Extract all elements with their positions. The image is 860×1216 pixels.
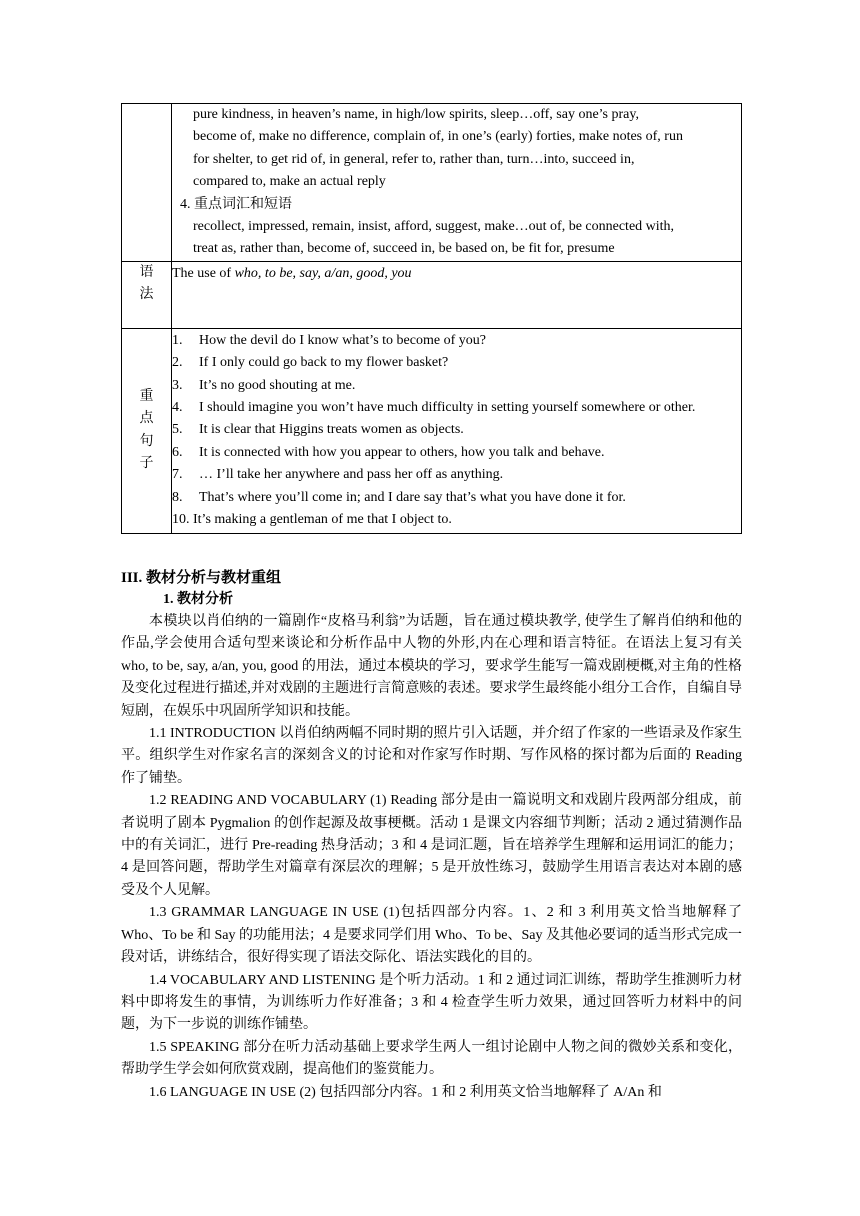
sentences-cell [172, 328, 742, 533]
list-item [172, 397, 741, 419]
list-item [172, 375, 741, 397]
paragraph-reading: 1.2 READING AND VOCABULARY (1) Reading 部分是由一篇说明文和戏剧片段两部分组成，前者说明了剧本 Pygmalion 的创作起源及故事梗概。活动 1 是课文内容细节判断；活动 2 通过猜测作品中的有关词汇，进行 Pre-reading 热身活动；3 和 4 是词汇题，旨在培养学生理解和运用词汇的能力；4 是回答问题，帮助学生对篇章有深层次的理解；5 是开放性练习，鼓励学生用语言表达对本剧的感受及个人见解。 [121, 793, 742, 898]
sentence-text: That’s where you’ll come in; and I dare say that’s what you have done it for. [199, 489, 626, 505]
sentence-number: 1. [172, 332, 183, 348]
list-item [172, 464, 741, 486]
analysis-section [121, 567, 742, 1104]
section-heading: III. 教材分析与教材重组 [121, 570, 282, 586]
sentence-number: 7. [172, 467, 183, 483]
sentences-label-char-3: 句 [139, 433, 154, 449]
sentences-label [122, 328, 172, 533]
list-item: 10. It’s making a gentleman of me that I object to. [172, 512, 452, 528]
phrase-line-1: pure kindness, in heaven’s name, in high/low spirits, sleep…off, say one’s pray, [193, 107, 639, 122]
key-vocab-heading: 4. 重点词汇和短语 [180, 196, 292, 212]
sentence-text: It is clear that Higgins treats women as objects. [199, 422, 464, 438]
grammar-label-char-1: 语 [139, 264, 154, 280]
grammar-prefix: The use of [172, 265, 235, 281]
list-item [172, 487, 741, 509]
sentence-number: 5. [172, 422, 183, 438]
sentence-text: How the devil do I know what’s to become of you? [199, 332, 486, 348]
row-label-empty [122, 104, 172, 262]
paragraph-overview: 本模块以肖伯纳的一篇剧作“皮格马利翁”为话题，旨在通过模块教学, 使学生了解肖伯纳和他的作品,学会使用合适句型来谈论和分析作品中人物的外形,内在心理和语言特征。在语法上复习有关 who, to be, say, a/an, you, good 的用法，通过本模块的学习，要求学生能写一篇戏剧梗概,对主角的性格及变化过程进行描述,并对戏剧的主题进行言简意赅的表述。要求学生最终能小组分工合作，自编自导短剧，在娱乐中巩固所学知识和技能。 [121, 614, 742, 719]
list-item [172, 442, 741, 464]
list-item [172, 352, 741, 374]
paragraph-language-in-use: 1.6 LANGUAGE IN USE (2) 包括四部分内容。1 和 2 利用英文恰当地解释了 A/An 和 [149, 1084, 662, 1100]
section-subheading: 1. 教材分析 [163, 592, 233, 607]
sentence-number: 8. [172, 489, 183, 505]
phrase-line-3: for shelter, to get rid of, in general, refer to, rather than, turn…into, succeed in, [193, 151, 635, 167]
sentence-text: I should imagine you won’t have much difficulty in setting yourself somewhere or other. [199, 400, 696, 416]
sentence-text: It’s no good shouting at me. [199, 377, 356, 393]
paragraph-speaking: 1.5 SPEAKING 部分在听力活动基础上要求学生两人一组讨论剧中人物之间的微妙关系和变化，帮助学生学会如何欣赏戏剧，提高他们的鉴赏能力。 [121, 1039, 742, 1078]
paragraph-introduction: 1.1 INTRODUCTION 以肖伯纳两幅不同时期的照片引入话题，并介绍了作家的一些语录及作家生平。组织学生对作家名言的深刻含义的讨论和对作家写作时期、写作风格的探讨都为后面的 Reading 作了铺垫。 [121, 726, 742, 786]
table-row-sentences [122, 328, 742, 533]
phrase-line-4: compared to, make an actual reply [193, 174, 386, 190]
paragraph-listening: 1.4 VOCABULARY AND LISTENING 是个听力活动。1 和 2 通过词汇训练，帮助学生推测听力材料中即将发生的事情，为训练听力作好准备；3 和 4 检查学生听力效果，通过回答听力材料中的问题，为下一步说的训练作铺垫。 [121, 972, 742, 1033]
table-row-grammar [122, 261, 742, 328]
key-vocab-line-2: treat as, rather than, become of, succeed in, be based on, be fit for, presume [193, 241, 615, 257]
syllabus-table [121, 103, 742, 534]
list-item [172, 330, 741, 352]
grammar-cell [172, 261, 742, 328]
phrase-line-2: become of, make no difference, complain of, in one’s (early) forties, make notes of, run [193, 129, 683, 145]
grammar-label [122, 261, 172, 328]
sentence-text: It is connected with how you appear to others, how you talk and behave. [199, 444, 605, 460]
key-vocab-line-1: recollect, impressed, remain, insist, afford, suggest, make…out of, be connected with, [193, 219, 675, 235]
phrases-cell [172, 104, 742, 262]
sentences-label-char-4: 子 [139, 456, 154, 472]
key-sentence-list [172, 330, 741, 532]
sentences-label-char-1: 重 [139, 388, 154, 404]
sentences-label-char-2: 点 [139, 411, 154, 427]
sentence-number: 4. [172, 400, 183, 416]
paragraph-grammar: 1.3 GRAMMAR LANGUAGE IN USE (1)包括四部分内容。1、2 和 3 利用英文恰当地解释了 Who、To be 和 Say 的功能用法；4 是要求同学们用 Who、To be、Say 及其他必要词的适当形式完成一段对话，讲练结合，很好得实现了语法交际化、语法实践化的目的。 [121, 905, 743, 966]
grammar-label-char-2: 法 [139, 287, 154, 303]
list-item [172, 419, 741, 441]
table-row-phrases [122, 104, 742, 262]
sentence-number: 2. [172, 355, 183, 371]
sentence-text: If I only could go back to my flower basket? [199, 355, 449, 371]
sentence-number: 3. [172, 377, 183, 393]
sentence-text: … I’ll take her anywhere and pass her off as anything. [199, 467, 504, 483]
sentence-number: 6. [172, 444, 183, 460]
grammar-text [172, 262, 741, 285]
grammar-items: who, to be, say, a/an, good, you [234, 265, 412, 281]
